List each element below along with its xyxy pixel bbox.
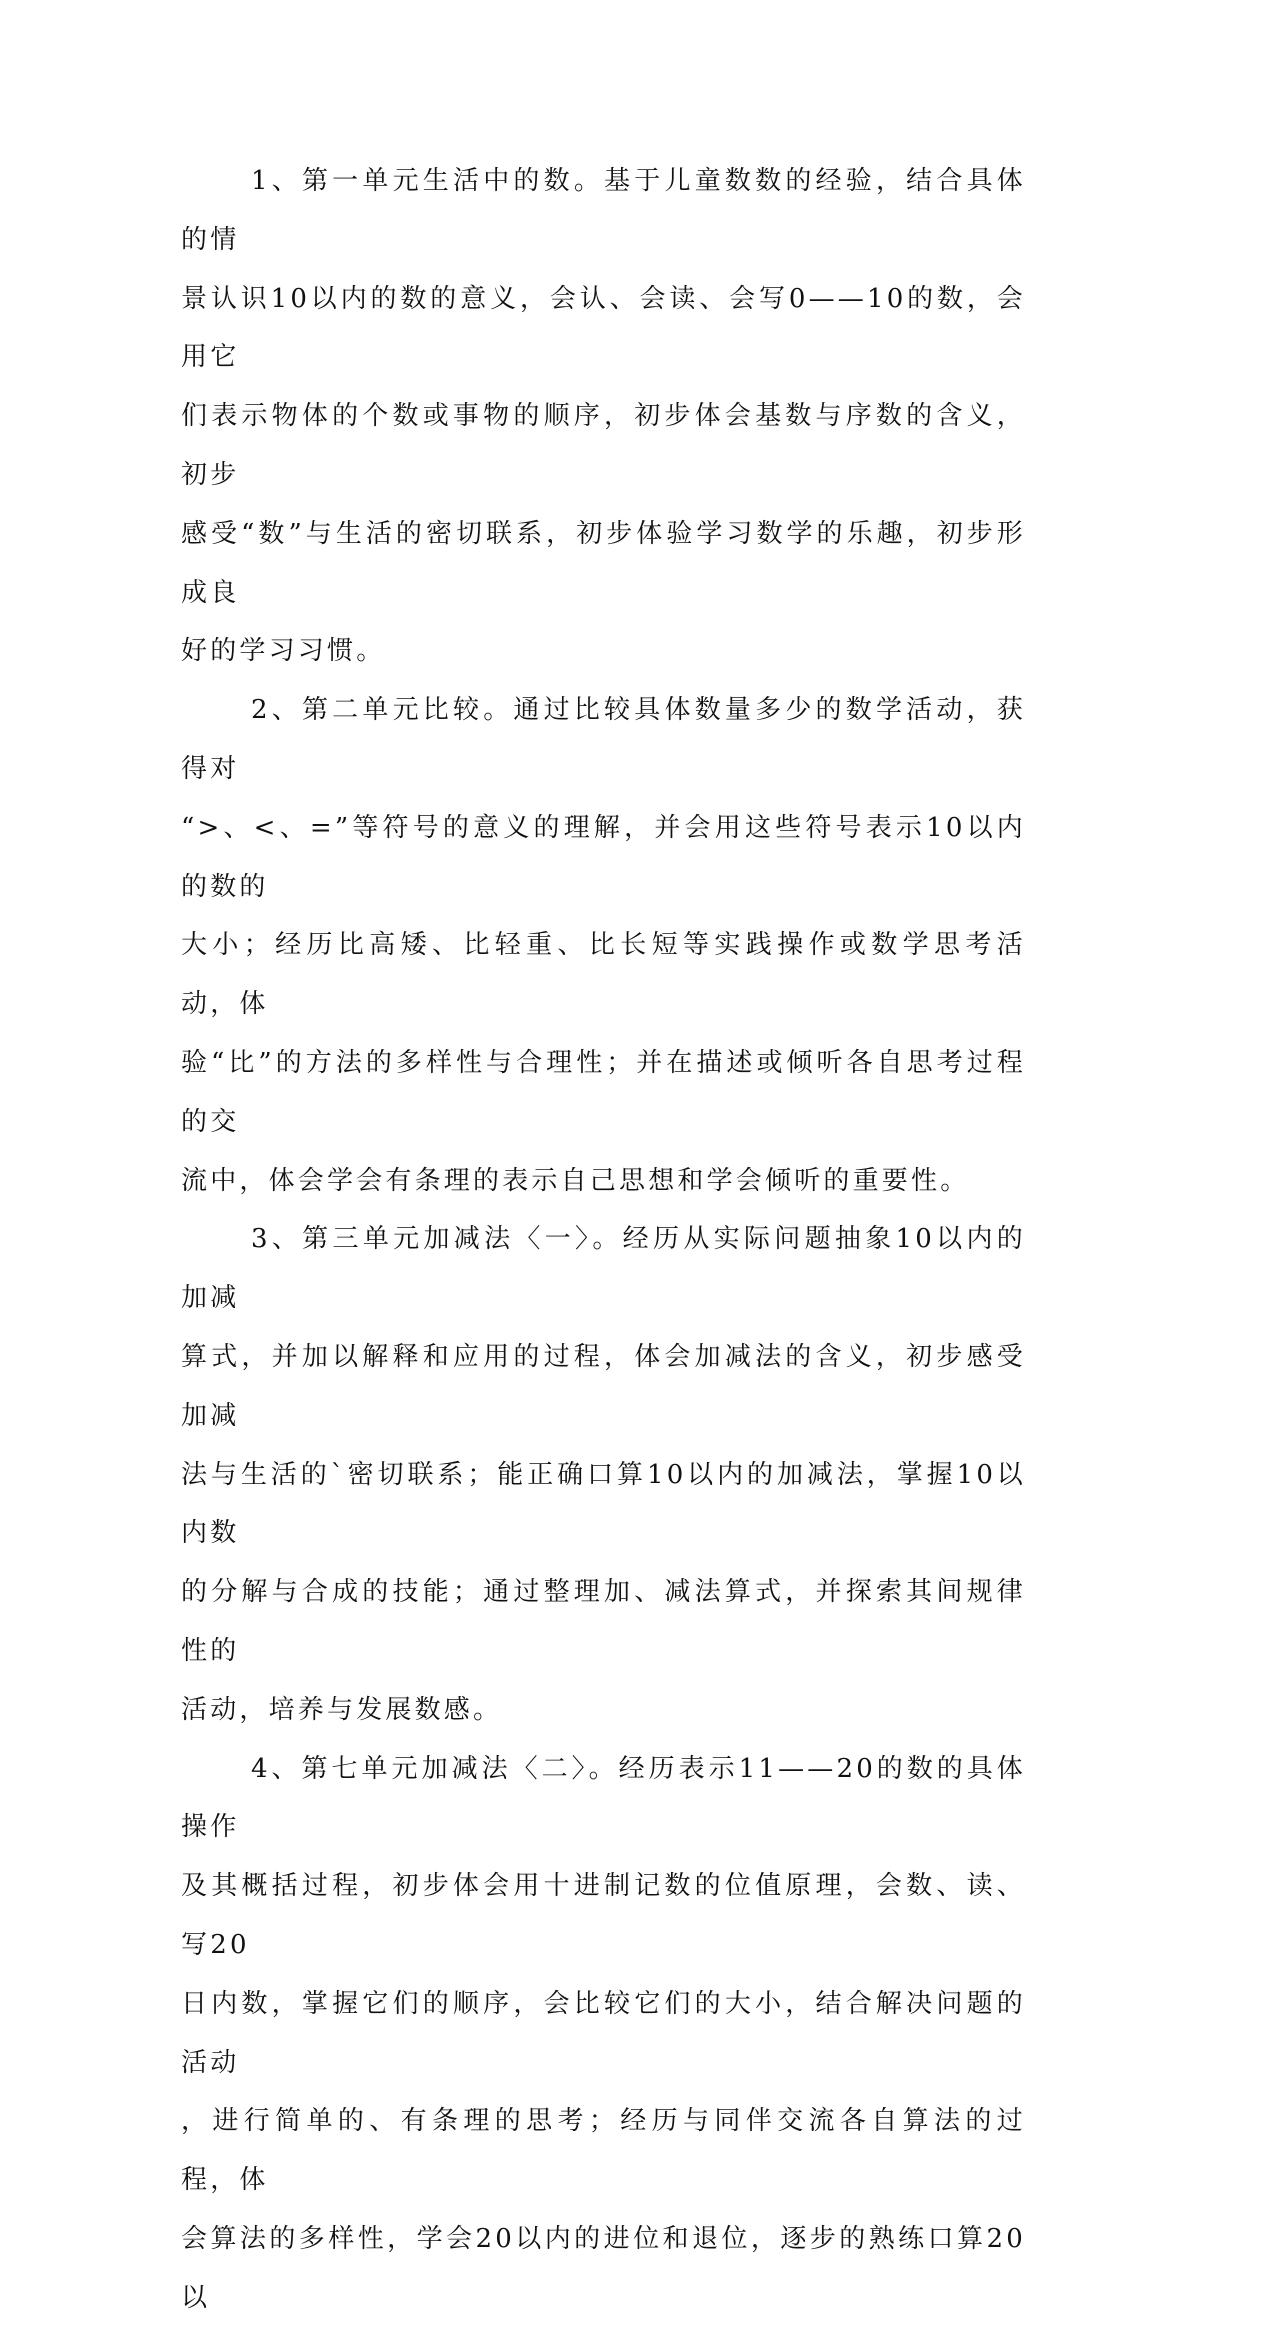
paragraph-unit-2: 2、第二单元比较。通过比较具体数量多少的数学活动，获得对 “>、<、=”等符号的意义的理解，并会用这些符号表示10以内的数的 大小；经历比高矮、比轻重、比长短等实践操作或数学思考活动，体 验“比”的方法的多样性与合理性；并在描述或倾听各自思考过程的交 流中，体会学会有条理的表示自己思想和学会倾听的重要性。 bbox=[181, 695, 1026, 1196]
paragraph-unit-7: 4、第七单元加减法〈二〉。经历表示11——20的数的具体操作 及其概括过程，初步体会用十进制记数的位值原理，会数、读、写20 日内数，掌握它们的顺序，会比较它们的大小，结合解决问题的活动 ，进行简单的、有条理的思考；经历与同伴交流各自算法的过程，体 会算法的多样性，学会20以内的进位和退位，逐步的熟练口算20以 bbox=[181, 1753, 1026, 2313]
paragraph-unit-3: 3、第三单元加减法〈一〉。经历从实际问题抽象10以内的加减 算式，并加以解释和应用的过程，体会加减法的含义，初步感受加减 法与生活的`密切联系；能正确口算10以内的加减法，掌握10以内数 的分解与合成的技能；通过整理加、减法算式，并探索其间规律性的 活动，培养与发展数感。 bbox=[181, 1224, 1026, 1725]
body-text bbox=[181, 152, 1026, 2327]
paragraph-unit-1: 1、第一单元生活中的数。基于儿童数数的经验，结合具体的情 景认识10以内的数的意义，会认、会读、会写0——10的数，会用它 们表示物体的个数或事物的顺序，初步体会基数与序数的含义，初步 感受“数”与生活的密切联系，初步体验学习数学的乐趣，初步形成良 好的学习习惯。 bbox=[181, 166, 1026, 667]
